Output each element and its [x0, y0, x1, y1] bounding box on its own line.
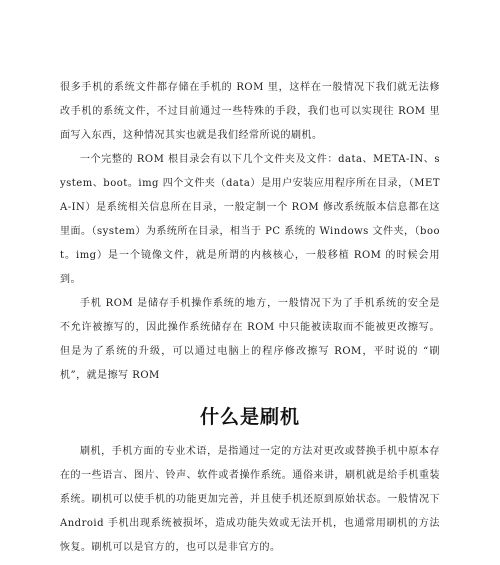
body-text-bottom: [60, 440, 440, 560]
section-heading: 什么是刷机: [199, 406, 300, 428]
paragraph-rom-storage: 很多手机的系统文件都存储在手机的 ROM 里，这样在一般情况下我们就无法修改手机的系统文件，不过目前通过一些特殊的手段，我们也可以实现往 ROM 里面写入东西，这种情况其实也就是我们经常所说的刷机。: [60, 82, 440, 141]
paragraph-rom-structure: 一个完整的 ROM 根目录会有以下几个文件夹及文件：data、META-IN、system、boot。img 四个文件夹（data）是用户安装应用程序所在目录，（META-IN）是系统相关信息所在目录，一般定制一个 ROM 修改系统版本信息都在这里面。（system）为系统所在目录，相当于 PC 系统的 Windows 文件夹，（boot。img）是一个镜像文件，就是所谓的内核核心，一般移植 ROM 的时候会用到。: [60, 154, 440, 285]
paragraph-flashing-definition: 刷机，手机方面的专业术语，是指通过一定的方法对更改或替换手机中原本存在的一些语言、图片、铃声、软件或者操作系统。通俗来讲，刷机就是给手机重装系统。刷机可以使手机的功能更加完善，并且使手机还原到原始状态。一般情况下 Android 手机出现系统被损坏，造成功能失效或无法开机，也通常用刷机的方法恢复。刷机可以是官方的，也可以是非官方的。: [60, 446, 440, 553]
paragraph-rom-definition: 手机 ROM 是储存手机操作系统的地方，一般情况下为了手机系统的安全是不允许被擦写的，因此操作系统储存在 ROM 中只能被读取而不能被更改擦写。但是为了系统的升级，可以通过电脑上的程序修改擦写 ROM，平时说的 “刷机”，就是擦写 ROM: [60, 298, 440, 381]
body-text-top: [60, 76, 440, 388]
